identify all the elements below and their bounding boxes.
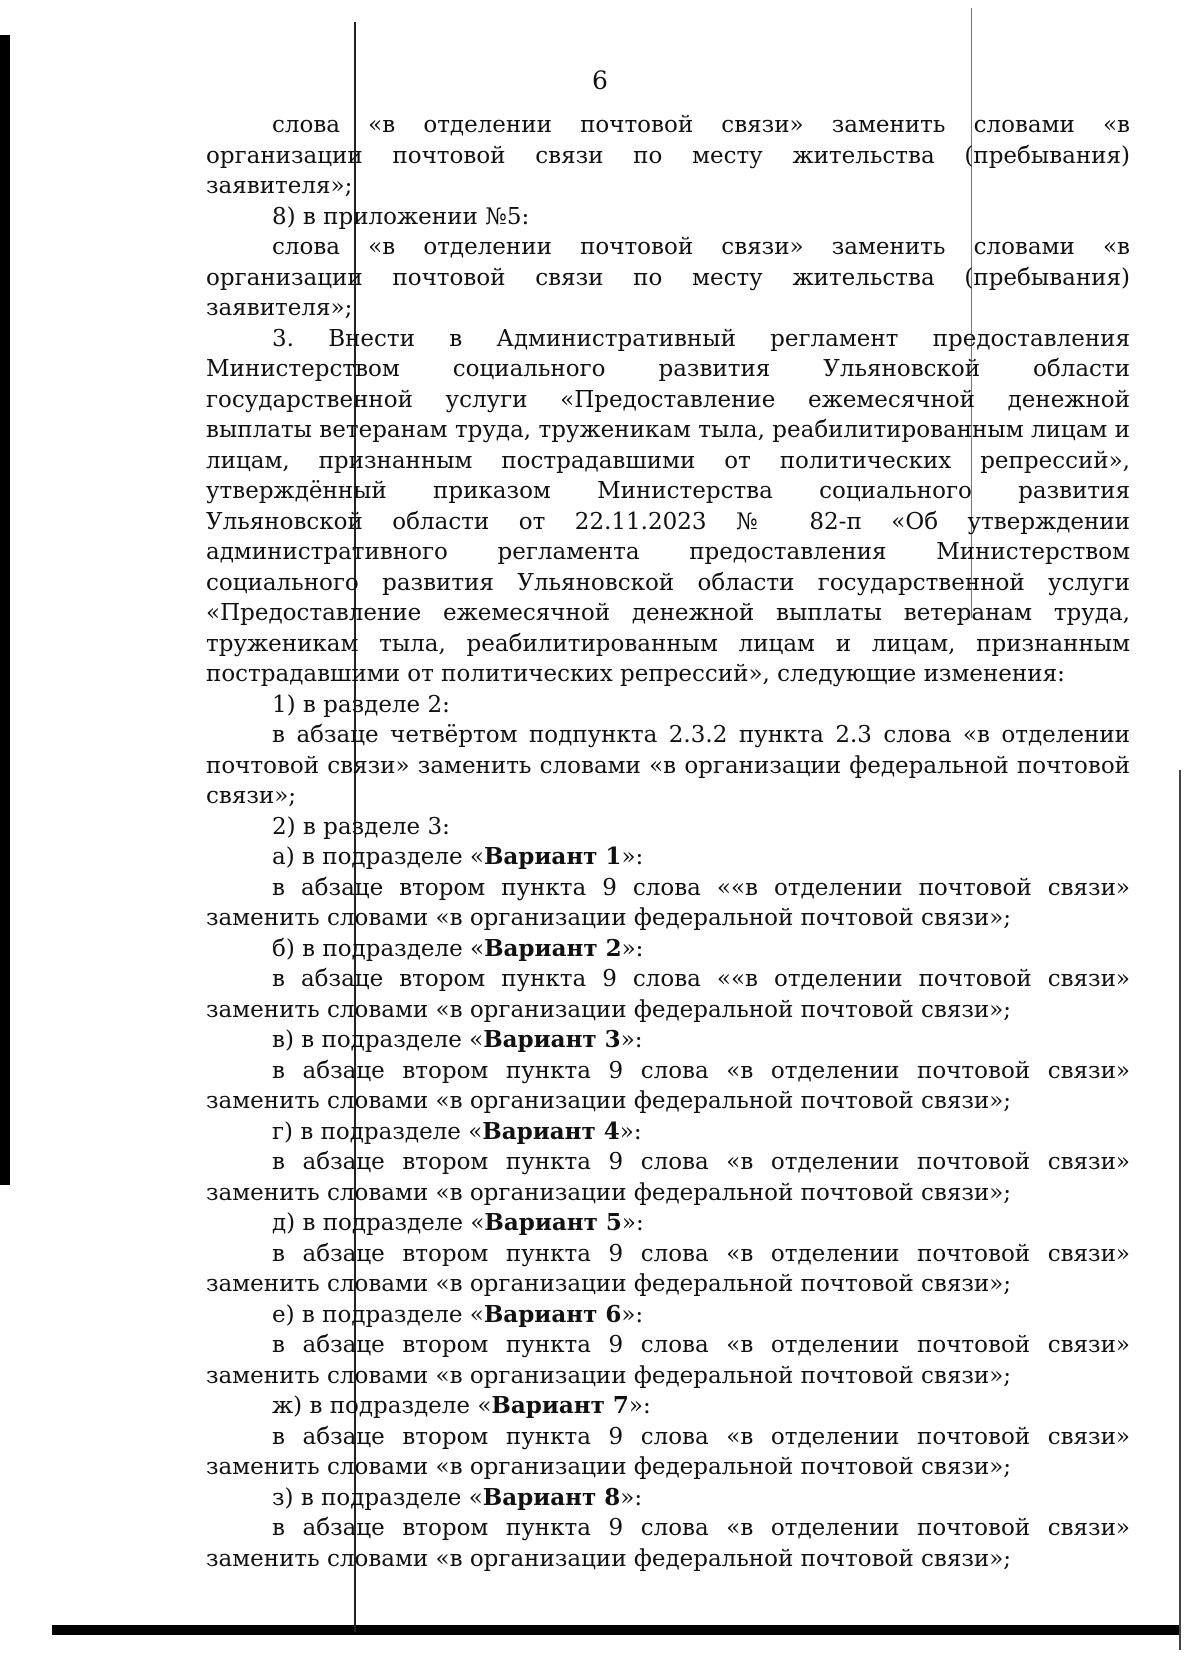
paragraph: в абзаце втором пункта 9 слова ««в отделении почтовой связи» заменить словами «в организации федеральной почтовой связи»; bbox=[206, 966, 1130, 1023]
variant-suffix: »: bbox=[621, 1210, 644, 1236]
variant-prefix: ж) в подразделе « bbox=[272, 1393, 492, 1419]
variant-name: Вариант 4 bbox=[482, 1117, 620, 1145]
variant-prefix: б) в подразделе « bbox=[272, 935, 485, 962]
paragraph: слова «в отделении почтовой связи» заменить словами «в организации почтовой связи по месту жительства (пребывания) заявителя»; bbox=[206, 234, 1130, 321]
variant-suffix: »: bbox=[621, 844, 644, 870]
paragraph: в абзаце втором пункта 9 слова ««в отделении почтовой связи» заменить словами «в организации федеральной почтовой связи»; bbox=[206, 874, 1130, 931]
variant-prefix: е) в подразделе « bbox=[272, 1301, 484, 1328]
variant-suffix: »: bbox=[628, 1393, 651, 1419]
variant-name: Вариант 7 bbox=[491, 1392, 629, 1419]
variant-heading bbox=[206, 934, 1130, 965]
variant-prefix: в) в подразделе « bbox=[272, 1027, 484, 1053]
paragraph: в абзаце втором пункта 9 слова «в отделении почтовой связи» заменить словами «в организации федеральной почтовой связи»; bbox=[206, 1423, 1130, 1480]
paragraph: 1) в разделе 2: bbox=[272, 691, 450, 718]
paragraph: в абзаце втором пункта 9 слова «в отделении почтовой связи» заменить словами «в организации федеральной почтовой связи»; bbox=[206, 1149, 1130, 1206]
variant-heading bbox=[206, 1300, 1130, 1331]
paragraph: слова «в отделении почтовой связи» заменить словами «в организации почтовой связи по месту жительства (пребывания) заявителя»; bbox=[206, 112, 1130, 199]
variant-heading bbox=[206, 1483, 1130, 1514]
variant-heading bbox=[206, 1391, 1130, 1422]
variant-name: Вариант 2 bbox=[484, 934, 622, 962]
variant-suffix: »: bbox=[621, 935, 644, 962]
paragraph: 2) в разделе 3: bbox=[272, 813, 450, 840]
paragraph: в абзаце четвёртом подпункта 2.3.2 пункта 2.3 слова «в отделении почтовой связи» заменить словами «в организации федеральной почтовой связи»; bbox=[206, 722, 1130, 809]
variant-suffix: »: bbox=[620, 1027, 643, 1053]
document-body bbox=[206, 110, 1130, 1574]
scan-edge-left bbox=[0, 35, 10, 1185]
scan-edge-bottom bbox=[52, 1625, 1180, 1635]
variant-heading bbox=[206, 1117, 1130, 1148]
variant-heading bbox=[206, 1025, 1130, 1056]
paragraph: в абзаце втором пункта 9 слова «в отделении почтовой связи» заменить словами «в организации федеральной почтовой связи»; bbox=[206, 1057, 1130, 1114]
paragraph: в абзаце втором пункта 9 слова «в отделении почтовой связи» заменить словами «в организации федеральной почтовой связи»; bbox=[206, 1240, 1130, 1297]
scan-edge-right bbox=[1179, 770, 1181, 1650]
variant-prefix: а) в подразделе « bbox=[272, 844, 484, 870]
variant-name: Вариант 5 bbox=[484, 1209, 622, 1236]
paragraph: в абзаце втором пункта 9 слова «в отделении почтовой связи» заменить словами «в организации федеральной почтовой связи»; bbox=[206, 1332, 1130, 1389]
variant-name: Вариант 1 bbox=[483, 843, 622, 870]
paragraph: в абзаце втором пункта 9 слова «в отделении почтовой связи» заменить словами «в организации федеральной почтовой связи»; bbox=[206, 1515, 1130, 1572]
variant-name: Вариант 3 bbox=[483, 1026, 621, 1053]
paragraph: 8) в приложении №5: bbox=[272, 203, 530, 230]
variant-heading bbox=[206, 1208, 1130, 1239]
variant-suffix: »: bbox=[619, 1118, 642, 1145]
variant-prefix: з) в подразделе « bbox=[272, 1484, 483, 1511]
paragraph: 3. Внести в Административный регламент предоставления Министерством социального развития Ульяновской области государственной услуги «Предоставление ежемесячной денежной выплаты ветеранам труда, труженикам тыла, реабилитированным лицам и лицам, признанным пострадавшими от политических репрессий», утверждённый приказом Министерства социального развития Ульяновской области от 22.11.2023 № 82-п «Об утверждении административного регламента предоставления Министерством социального развития Ульяновской области государственной услуги «Предоставление ежемесячной денежной выплаты ветеранам труда, труженикам тыла, реабилитированным лицам и лицам, признанным пострадавшими от политических репрессий», следующие изменения: bbox=[206, 325, 1130, 687]
variant-heading bbox=[206, 842, 1130, 873]
page-number: 6 bbox=[592, 66, 608, 95]
variant-name: Вариант 8 bbox=[482, 1483, 621, 1511]
variant-prefix: г) в подразделе « bbox=[272, 1118, 483, 1145]
variant-suffix: »: bbox=[621, 1301, 644, 1328]
variant-suffix: »: bbox=[620, 1484, 643, 1511]
variant-name: Вариант 6 bbox=[483, 1300, 622, 1328]
variant-prefix: д) в подразделе « bbox=[272, 1210, 485, 1236]
